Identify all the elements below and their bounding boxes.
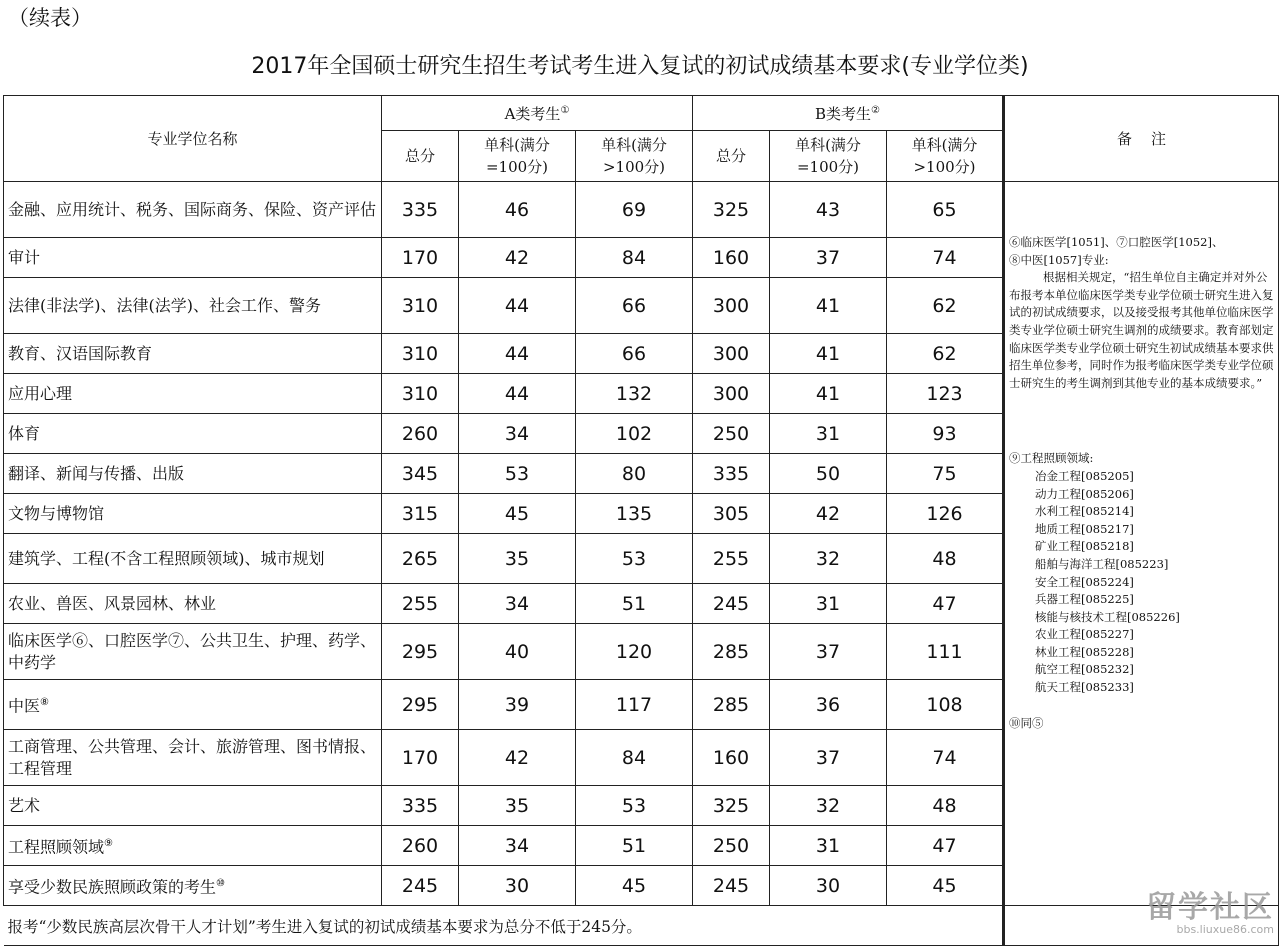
score-a-total: 310 xyxy=(382,334,459,374)
header-b-single100: 单科(满分 =100分) xyxy=(770,131,887,182)
score-a-total: 295 xyxy=(382,624,459,680)
score-a-total: 315 xyxy=(382,494,459,534)
score-a-total: 170 xyxy=(382,730,459,786)
score-b-total: 245 xyxy=(693,584,770,624)
score-a-single-gt100: 102 xyxy=(576,414,693,454)
score-a-single-gt100: 69 xyxy=(576,182,693,238)
score-a-total: 245 xyxy=(382,866,459,906)
major-name: 审计 xyxy=(4,238,382,278)
score-a-single100: 44 xyxy=(459,278,576,334)
score-a-total: 295 xyxy=(382,680,459,730)
score-a-single100: 34 xyxy=(459,584,576,624)
score-a-single-gt100: 53 xyxy=(576,786,693,826)
continued-label: （续表） xyxy=(8,6,92,30)
score-a-total: 255 xyxy=(382,584,459,624)
score-b-total: 160 xyxy=(693,238,770,278)
score-b-total: 285 xyxy=(693,680,770,730)
score-a-single100: 34 xyxy=(459,826,576,866)
note-6-body: 根据相关规定，“招生单位自主确定并对外公布报考本单位临床医学类专业学位硕士研究生进入复试的初试成绩要求，以及接受报考其他单位临床医学类专业学位硕士研究生调剂的成绩要求。教育部划定临床医学类专业学位硕士研究生初试成绩基本要求供招生单位参考，同时作为报考临床医学类专业学位硕士研究生的考生调剂到其他专业的基本成绩要求。” xyxy=(1009,270,1274,390)
major-name: 法律(非法学)、法律(法学)、社会工作、警务 xyxy=(4,278,382,334)
score-a-total: 310 xyxy=(382,374,459,414)
score-a-single-gt100: 84 xyxy=(576,730,693,786)
score-b-total: 160 xyxy=(693,730,770,786)
score-b-single-gt100: 65 xyxy=(887,182,1004,238)
header-b-total: 总分 xyxy=(693,131,770,182)
score-a-single-gt100: 80 xyxy=(576,454,693,494)
score-b-total: 335 xyxy=(693,454,770,494)
score-b-single100: 31 xyxy=(770,414,887,454)
major-name: 金融、应用统计、税务、国际商务、保险、资产评估 xyxy=(4,182,382,238)
score-b-single100: 50 xyxy=(770,454,887,494)
score-b-single100: 32 xyxy=(770,534,887,584)
list-item: 水利工程[085214] xyxy=(1035,504,1134,519)
list-item: 核能与核技术工程[085226] xyxy=(1035,609,1180,624)
score-b-single-gt100: 48 xyxy=(887,786,1004,826)
score-b-total: 245 xyxy=(693,866,770,906)
score-b-total: 305 xyxy=(693,494,770,534)
score-a-single-gt100: 135 xyxy=(576,494,693,534)
major-name: 文物与博物馆 xyxy=(4,494,382,534)
score-a-total: 170 xyxy=(382,238,459,278)
score-b-single-gt100: 93 xyxy=(887,414,1004,454)
list-item: 航天工程[085233] xyxy=(1035,680,1134,695)
score-b-single-gt100: 108 xyxy=(887,680,1004,730)
score-b-single100: 31 xyxy=(770,584,887,624)
score-b-single100: 43 xyxy=(770,182,887,238)
notes-cell xyxy=(1004,182,1279,906)
score-a-total: 260 xyxy=(382,826,459,866)
score-a-total: 310 xyxy=(382,278,459,334)
major-name: 农业、兽医、风景园林、林业 xyxy=(4,584,382,624)
score-a-single100: 45 xyxy=(459,494,576,534)
score-a-single100: 44 xyxy=(459,374,576,414)
score-table xyxy=(3,95,1279,946)
score-a-single-gt100: 51 xyxy=(576,826,693,866)
major-name: 应用心理 xyxy=(4,374,382,414)
major-name: 艺术 xyxy=(4,786,382,826)
score-b-single-gt100: 45 xyxy=(887,866,1004,906)
table-row xyxy=(4,182,1279,238)
score-a-total: 345 xyxy=(382,454,459,494)
score-b-single-gt100: 47 xyxy=(887,584,1004,624)
score-a-single-gt100: 53 xyxy=(576,534,693,584)
score-b-single-gt100: 47 xyxy=(887,826,1004,866)
list-item: 安全工程[085224] xyxy=(1035,574,1134,589)
header-a-single100: 单科(满分 =100分) xyxy=(459,131,576,182)
watermark: 留学社区 bbs.liuxue86.com xyxy=(1146,890,1274,936)
score-a-single100: 53 xyxy=(459,454,576,494)
score-b-single100: 41 xyxy=(770,374,887,414)
score-a-single100: 30 xyxy=(459,866,576,906)
header-notes: 备 注 xyxy=(1004,96,1279,182)
header-group-b: B类考生② xyxy=(693,96,1004,131)
score-b-total: 300 xyxy=(693,374,770,414)
score-b-total: 300 xyxy=(693,278,770,334)
note-10: ⑩同⑤ xyxy=(1009,715,1044,730)
list-item: 动力工程[085206] xyxy=(1035,486,1134,501)
score-a-single-gt100: 51 xyxy=(576,584,693,624)
score-b-single100: 36 xyxy=(770,680,887,730)
score-b-single-gt100: 62 xyxy=(887,278,1004,334)
major-name: 翻译、新闻与传播、出版 xyxy=(4,454,382,494)
header-a-single-gt100: 单科(满分 >100分) xyxy=(576,131,693,182)
score-b-total: 325 xyxy=(693,786,770,826)
major-name: 工商管理、公共管理、会计、旅游管理、图书情报、工程管理 xyxy=(4,730,382,786)
list-item: 冶金工程[085205] xyxy=(1035,468,1134,483)
score-b-single100: 31 xyxy=(770,826,887,866)
score-b-single-gt100: 74 xyxy=(887,238,1004,278)
note-6-line2: ⑧中医[1057]专业: xyxy=(1009,252,1109,267)
major-name: 教育、汉语国际教育 xyxy=(4,334,382,374)
list-item: 航空工程[085232] xyxy=(1035,662,1134,677)
score-b-single-gt100: 75 xyxy=(887,454,1004,494)
score-b-single100: 41 xyxy=(770,278,887,334)
page-title: 2017年全国硕士研究生招生考试考生进入复试的初试成绩基本要求(专业学位类) xyxy=(251,54,1029,79)
score-a-single-gt100: 66 xyxy=(576,334,693,374)
major-name: 建筑学、工程(不含工程照顾领域)、城市规划 xyxy=(4,534,382,584)
score-b-single100: 37 xyxy=(770,624,887,680)
list-item: 矿业工程[085218] xyxy=(1035,539,1134,554)
score-b-single-gt100: 123 xyxy=(887,374,1004,414)
score-b-single100: 41 xyxy=(770,334,887,374)
score-a-single-gt100: 117 xyxy=(576,680,693,730)
score-b-total: 250 xyxy=(693,414,770,454)
list-item: 地质工程[085217] xyxy=(1035,521,1134,536)
list-item: 农业工程[085227] xyxy=(1035,627,1134,642)
note-6-line1: ⑥临床医学[1051]、⑦口腔医学[1052]、 xyxy=(1009,235,1224,249)
note-9-head: ⑨工程照顾领域: xyxy=(1009,451,1094,466)
score-a-total: 335 xyxy=(382,182,459,238)
engineering-field-list xyxy=(1009,468,1276,697)
list-item: 林业工程[085228] xyxy=(1035,644,1134,659)
list-item: 兵器工程[085225] xyxy=(1035,592,1134,607)
score-b-single100: 42 xyxy=(770,494,887,534)
footer-note: 报考“少数民族高层次骨干人才计划”考生进入复试的初试成绩基本要求为总分不低于245分。 xyxy=(4,906,1004,946)
score-b-total: 325 xyxy=(693,182,770,238)
score-b-single100: 37 xyxy=(770,730,887,786)
score-a-single100: 35 xyxy=(459,534,576,584)
score-a-single-gt100: 84 xyxy=(576,238,693,278)
score-a-total: 265 xyxy=(382,534,459,584)
header-a-total: 总分 xyxy=(382,131,459,182)
score-b-single-gt100: 62 xyxy=(887,334,1004,374)
score-a-single-gt100: 132 xyxy=(576,374,693,414)
major-name: 体育 xyxy=(4,414,382,454)
major-name: 工程照顾领域⑨ xyxy=(4,826,382,866)
score-b-single-gt100: 111 xyxy=(887,624,1004,680)
header-group-a: A类考生① xyxy=(382,96,693,131)
score-a-single100: 46 xyxy=(459,182,576,238)
score-a-single-gt100: 45 xyxy=(576,866,693,906)
score-a-single100: 34 xyxy=(459,414,576,454)
score-a-total: 260 xyxy=(382,414,459,454)
score-a-single-gt100: 120 xyxy=(576,624,693,680)
score-a-single100: 35 xyxy=(459,786,576,826)
score-b-total: 300 xyxy=(693,334,770,374)
major-name: 中医⑧ xyxy=(4,680,382,730)
header-major-name: 专业学位名称 xyxy=(4,96,382,182)
major-name: 享受少数民族照顾政策的考生⑩ xyxy=(4,866,382,906)
score-b-single100: 37 xyxy=(770,238,887,278)
score-b-single100: 32 xyxy=(770,786,887,826)
score-a-single100: 39 xyxy=(459,680,576,730)
score-b-single-gt100: 48 xyxy=(887,534,1004,584)
score-a-single-gt100: 66 xyxy=(576,278,693,334)
score-a-single100: 42 xyxy=(459,238,576,278)
score-b-total: 285 xyxy=(693,624,770,680)
score-a-single100: 42 xyxy=(459,730,576,786)
header-b-single-gt100: 单科(满分 >100分) xyxy=(887,131,1004,182)
score-a-total: 335 xyxy=(382,786,459,826)
score-a-single100: 44 xyxy=(459,334,576,374)
score-b-single-gt100: 126 xyxy=(887,494,1004,534)
major-name: 临床医学⑥、口腔医学⑦、公共卫生、护理、药学、中药学 xyxy=(4,624,382,680)
score-b-total: 250 xyxy=(693,826,770,866)
score-b-single100: 30 xyxy=(770,866,887,906)
list-item: 船舶与海洋工程[085223] xyxy=(1035,556,1169,571)
score-b-total: 255 xyxy=(693,534,770,584)
score-b-single-gt100: 74 xyxy=(887,730,1004,786)
score-a-single100: 40 xyxy=(459,624,576,680)
